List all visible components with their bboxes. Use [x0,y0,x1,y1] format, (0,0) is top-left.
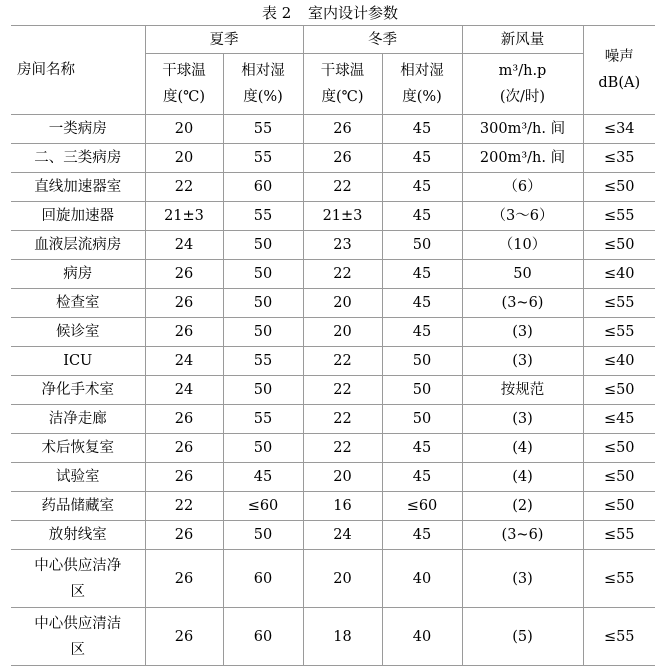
table-number: 表 2 [261,4,292,22]
header-summer-rh [223,54,303,115]
summer-temp: 22 [145,492,223,521]
winter-rh: 45 [382,202,462,231]
table-row [11,463,655,492]
summer-rh: 55 [223,202,303,231]
summer-temp: 24 [145,231,223,260]
noise: ≤55 [583,550,655,608]
table-row [11,405,655,434]
summer-rh: 55 [223,347,303,376]
noise: ≤50 [583,231,655,260]
summer-temp: 26 [145,521,223,550]
summer-temp: 26 [145,289,223,318]
winter-rh: 50 [382,376,462,405]
noise: ≤40 [583,260,655,289]
room-name: 一类病房 [11,115,145,144]
summer-rh: 50 [223,289,303,318]
winter-temp: 18 [303,608,382,666]
noise: ≤50 [583,434,655,463]
summer-temp: 24 [145,347,223,376]
table-row [11,115,655,144]
fresh-air: (3~6) [462,521,583,550]
table-caption [0,2,660,24]
winter-temp: 16 [303,492,382,521]
room-name: 检查室 [11,289,145,318]
fresh-air: （3～6） [462,202,583,231]
summer-rh: 55 [223,115,303,144]
fresh-air: （6） [462,173,583,202]
summer-temp: 26 [145,318,223,347]
winter-temp: 26 [303,144,382,173]
winter-temp: 22 [303,347,382,376]
header-text: 度(℃) [162,89,206,105]
winter-rh: 50 [382,231,462,260]
summer-rh: 55 [223,144,303,173]
winter-temp: 20 [303,318,382,347]
header-winter-dry-bulb [303,54,382,115]
fresh-air: （10） [462,231,583,260]
summer-temp: 26 [145,260,223,289]
winter-temp: 22 [303,173,382,202]
summer-temp: 26 [145,434,223,463]
header-row-1 [11,26,655,54]
fresh-air: 200m³/h. 间 [462,144,583,173]
summer-rh: ≤60 [223,492,303,521]
summer-temp: 24 [145,376,223,405]
header-winter: 冬季 [303,26,462,54]
winter-rh: 50 [382,347,462,376]
noise: ≤34 [583,115,655,144]
header-text: 相对湿 [241,63,285,79]
winter-temp: 22 [303,376,382,405]
room-name-line: 区 [70,641,85,658]
summer-temp: 26 [145,405,223,434]
room-name: 洁净走廊 [11,405,145,434]
header-text: 干球温 [162,63,206,79]
summer-rh: 50 [223,521,303,550]
fresh-air: (4) [462,463,583,492]
winter-temp: 21±3 [303,202,382,231]
room-name: 回旋加速器 [11,202,145,231]
winter-temp: 22 [303,434,382,463]
fresh-air: (3) [462,550,583,608]
fresh-air: (3) [462,405,583,434]
noise: ≤50 [583,492,655,521]
winter-temp: 23 [303,231,382,260]
noise: ≤50 [583,463,655,492]
room-name-line: 中心供应洁净 [34,557,122,574]
winter-rh: 40 [382,608,462,666]
fresh-air: 300m³/h. 间 [462,115,583,144]
winter-rh: 45 [382,115,462,144]
summer-rh: 50 [223,434,303,463]
header-room-name: 房间名称 [11,26,145,115]
noise: ≤55 [583,608,655,666]
fresh-air: (5) [462,608,583,666]
noise: ≤35 [583,144,655,173]
room-name [11,608,145,666]
noise: ≤55 [583,521,655,550]
fresh-air: 50 [462,260,583,289]
winter-temp: 26 [303,115,382,144]
summer-temp: 22 [145,173,223,202]
summer-rh: 50 [223,260,303,289]
room-name: 血液层流病房 [11,231,145,260]
summer-rh: 60 [223,173,303,202]
summer-temp: 20 [145,144,223,173]
room-name: 药品储藏室 [11,492,145,521]
header-text: m³/h.p [498,63,547,79]
table-row [11,608,655,666]
room-name [11,550,145,608]
summer-rh: 60 [223,550,303,608]
noise: ≤40 [583,347,655,376]
header-fresh-air-unit [462,54,583,115]
summer-rh: 50 [223,376,303,405]
winter-rh: 45 [382,260,462,289]
table-row [11,492,655,521]
fresh-air: (3~6) [462,289,583,318]
winter-rh: 45 [382,289,462,318]
header-text: (次/时) [499,89,546,105]
header-noise-unit: dB(A) [598,75,641,91]
winter-rh: ≤60 [382,492,462,521]
table-row [11,231,655,260]
header-text: 度(%) [243,89,283,105]
winter-rh: 45 [382,144,462,173]
summer-temp: 21±3 [145,202,223,231]
header-winter-rh [382,54,462,115]
room-name: 病房 [11,260,145,289]
room-name-line: 区 [70,583,85,600]
fresh-air: 按规范 [462,376,583,405]
noise: ≤55 [583,289,655,318]
noise: ≤50 [583,173,655,202]
winter-rh: 45 [382,521,462,550]
winter-temp: 20 [303,550,382,608]
header-text: 干球温 [320,63,365,79]
fresh-air: (4) [462,434,583,463]
table-row [11,318,655,347]
header-text: 相对湿 [400,63,444,79]
table-row [11,289,655,318]
table-row [11,550,655,608]
noise: ≤55 [583,202,655,231]
header-text: 度(%) [402,89,442,105]
design-parameters-table [11,25,655,666]
room-name: 术后恢复室 [11,434,145,463]
summer-rh: 55 [223,405,303,434]
summer-temp: 20 [145,115,223,144]
winter-temp: 24 [303,521,382,550]
summer-rh: 45 [223,463,303,492]
fresh-air: (2) [462,492,583,521]
winter-temp: 20 [303,463,382,492]
table-row [11,202,655,231]
header-noise-label: 噪声 [604,49,634,65]
header-summer-dry-bulb [145,54,223,115]
fresh-air: (3) [462,318,583,347]
summer-temp: 26 [145,463,223,492]
header-text: 度(℃) [321,89,364,105]
room-name: 二、三类病房 [11,144,145,173]
fresh-air: (3) [462,347,583,376]
table-row [11,144,655,173]
winter-rh: 50 [382,405,462,434]
room-name: 净化手术室 [11,376,145,405]
noise: ≤45 [583,405,655,434]
summer-rh: 60 [223,608,303,666]
table-row [11,260,655,289]
room-name: 候诊室 [11,318,145,347]
winter-rh: 45 [382,463,462,492]
winter-temp: 22 [303,260,382,289]
summer-temp: 26 [145,550,223,608]
room-name: 放射线室 [11,521,145,550]
winter-rh: 45 [382,434,462,463]
table-row [11,434,655,463]
room-name: 直线加速器室 [11,173,145,202]
winter-rh: 45 [382,318,462,347]
room-name-line: 中心供应清洁 [34,615,122,632]
winter-rh: 40 [382,550,462,608]
winter-temp: 22 [303,405,382,434]
summer-rh: 50 [223,318,303,347]
table-row [11,376,655,405]
noise: ≤55 [583,318,655,347]
header-noise [583,26,655,115]
table-row [11,347,655,376]
table-row [11,173,655,202]
room-name: ICU [11,347,145,376]
table-title: 室内设计参数 [308,4,399,22]
summer-temp: 26 [145,608,223,666]
noise: ≤50 [583,376,655,405]
winter-temp: 20 [303,289,382,318]
room-name: 试验室 [11,463,145,492]
winter-rh: 45 [382,173,462,202]
header-fresh-air: 新风量 [462,26,583,54]
table-row [11,521,655,550]
summer-rh: 50 [223,231,303,260]
header-summer: 夏季 [145,26,303,54]
